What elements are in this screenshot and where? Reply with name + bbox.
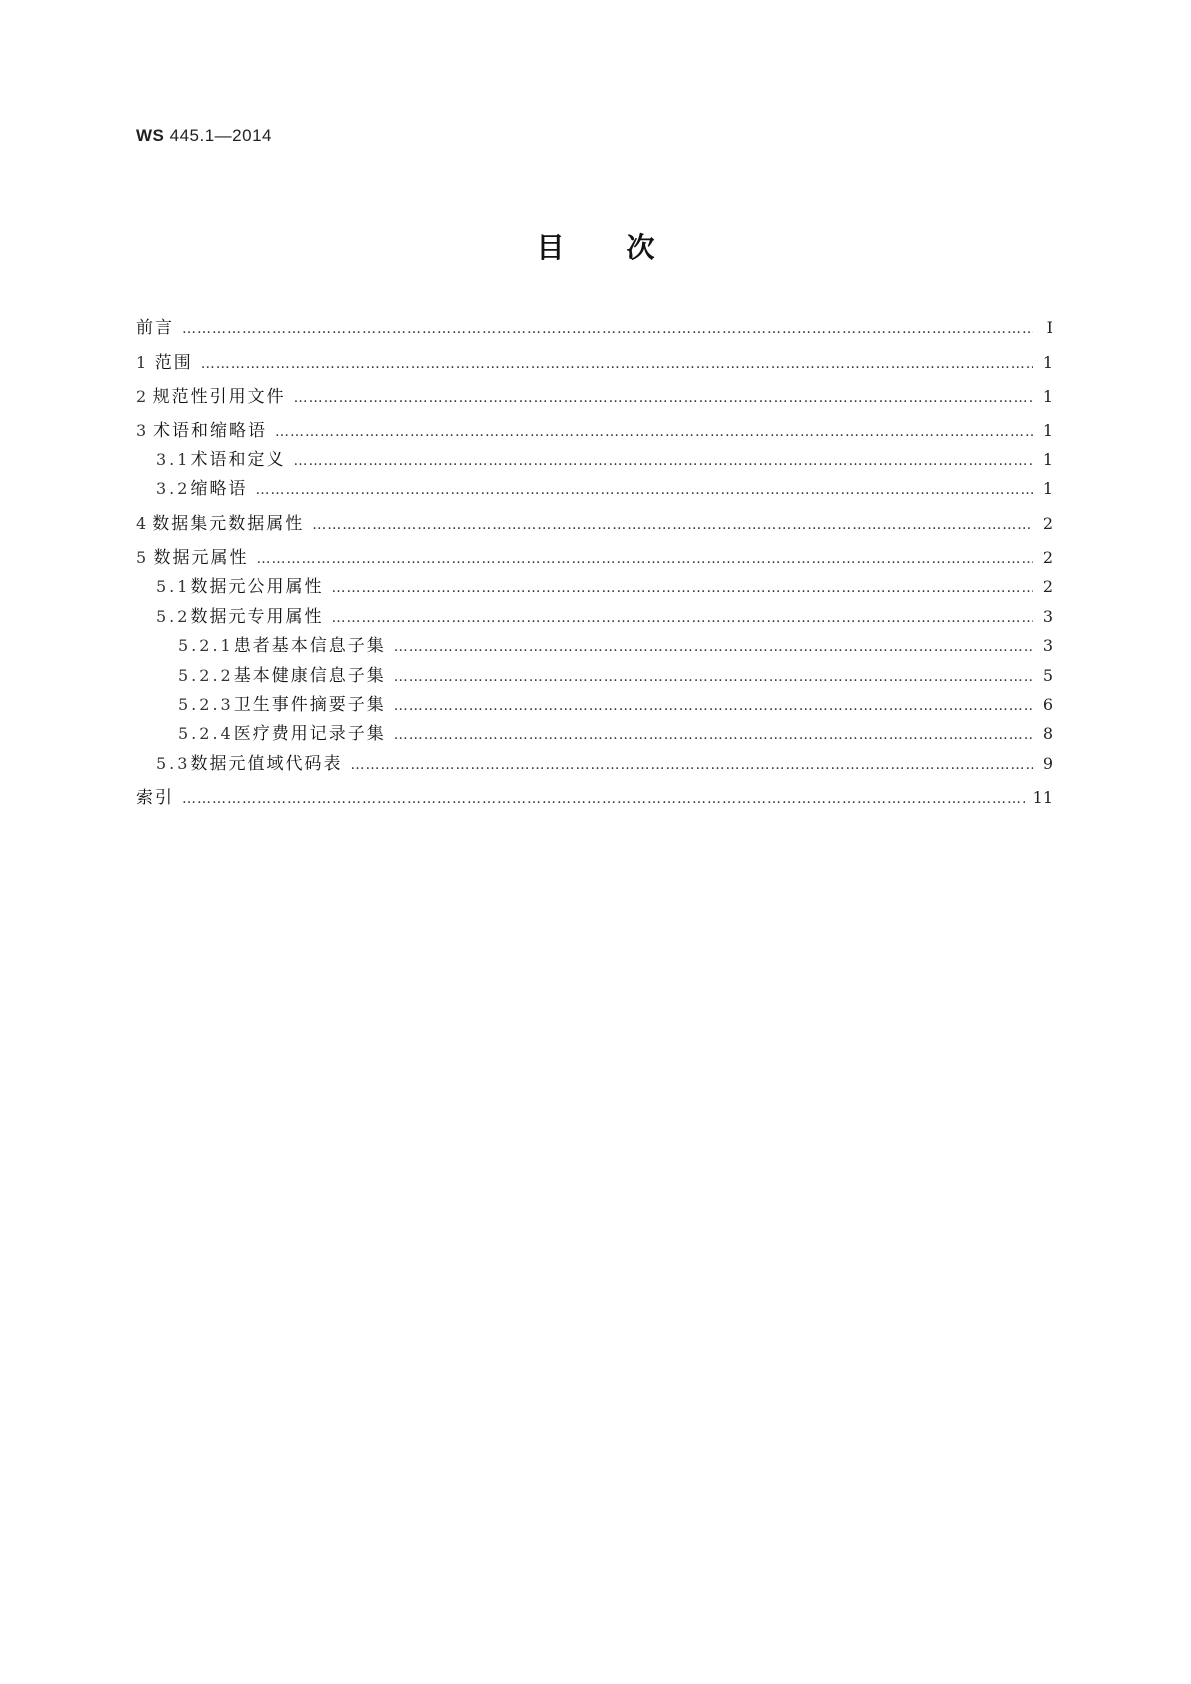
toc-entry-foreword[interactable] — [136, 316, 1053, 340]
toc-leader-dots — [350, 753, 1033, 777]
toc-leader-dots — [182, 787, 1025, 811]
standard-number: 445.1—2014 — [169, 126, 272, 145]
toc-entry-number: 5 — [136, 548, 150, 567]
toc-entry-5-2-2[interactable] — [136, 664, 1053, 688]
toc-entry-label: 数据元值域代码表 — [190, 754, 343, 774]
toc-entry-5-2-1[interactable] — [136, 634, 1053, 658]
toc-entry-page: Ⅰ — [1046, 318, 1053, 337]
toc-entry-4[interactable] — [136, 512, 1053, 536]
toc-entry-page: 5 — [1042, 666, 1053, 685]
toc-entry-label: 卫生事件摘要子集 — [233, 695, 386, 715]
toc-entry-number: 3 — [136, 421, 150, 440]
toc-entry-number: 5.2 — [156, 607, 191, 626]
toc-entry-page: 1 — [1042, 450, 1053, 469]
toc-entry-page: 1 — [1042, 479, 1053, 498]
toc-entry-label: 数据集元数据属性 — [152, 514, 305, 534]
toc-entry-number: 1 — [136, 353, 150, 372]
toc-entry-page: 2 — [1042, 514, 1053, 533]
toc-entry-page: 2 — [1042, 548, 1053, 567]
toc-entry-page: 3 — [1042, 607, 1053, 626]
toc-entry-number: 5.1 — [156, 577, 191, 596]
toc-entry-label: 缩略语 — [190, 479, 248, 499]
toc-entry-label: 数据元专用属性 — [190, 607, 324, 627]
toc-leader-dots — [331, 606, 1033, 630]
toc-entry-label: 前言 — [136, 318, 174, 338]
page-title: 目次 — [536, 231, 717, 264]
toc-leader-dots — [331, 576, 1033, 600]
toc-leader-dots — [201, 352, 1033, 376]
toc-leader-dots — [294, 386, 1033, 410]
toc-leader-dots — [394, 694, 1033, 718]
toc-entry-5[interactable] — [136, 546, 1053, 570]
toc-leader-dots — [394, 723, 1033, 747]
toc-entry-number: 5.2.3 — [178, 695, 234, 714]
toc-entry-number: 3.1 — [156, 450, 191, 469]
toc-entry-label: 范围 — [154, 353, 193, 373]
toc-entry-label: 索引 — [136, 788, 174, 808]
toc-leader-dots — [394, 635, 1033, 659]
toc-entry-page: 11 — [1032, 788, 1053, 807]
toc-entry-number: 5.2.1 — [178, 636, 234, 655]
toc-entry-number: 5.2.2 — [178, 666, 234, 685]
toc-leader-dots — [256, 547, 1033, 571]
toc-leader-dots — [255, 478, 1033, 502]
standard-code: WS — [136, 126, 165, 145]
toc-entry-label: 术语和定义 — [190, 450, 286, 470]
toc-entry-label: 数据元属性 — [153, 548, 249, 568]
toc-leader-dots — [312, 513, 1033, 537]
toc-entry-number: 5.3 — [156, 754, 191, 773]
toc-entry-page: 3 — [1042, 636, 1053, 655]
toc-entry-number: 3.2 — [156, 479, 191, 498]
toc-entry-3-1[interactable] — [136, 448, 1053, 472]
toc-entry-page: 8 — [1042, 724, 1053, 743]
toc-entry-number: 4 — [136, 514, 150, 533]
toc-entry-3[interactable] — [136, 419, 1053, 443]
toc-entry-page: 1 — [1042, 353, 1053, 372]
toc-entry-5-2-3[interactable] — [136, 693, 1053, 717]
toc-entry-page: 2 — [1042, 577, 1053, 596]
toc-leader-dots — [182, 317, 1033, 341]
toc-leader-dots — [394, 665, 1033, 689]
toc-entry-2[interactable] — [136, 385, 1053, 409]
toc-entry-1[interactable] — [136, 351, 1053, 375]
toc-entry-page: 6 — [1042, 695, 1053, 714]
toc-entry-number: 2 — [136, 387, 150, 406]
toc-entry-5-2-4[interactable] — [136, 722, 1053, 746]
toc-leader-dots — [293, 449, 1033, 473]
toc-entry-label: 患者基本信息子集 — [233, 636, 386, 656]
toc-entry-number: 5.2.4 — [178, 724, 234, 743]
toc-entry-page: 1 — [1042, 387, 1053, 406]
toc-entry-index[interactable] — [136, 786, 1053, 810]
toc-entry-3-2[interactable] — [136, 477, 1053, 501]
toc-entry-5-3[interactable] — [136, 752, 1053, 776]
toc-entry-page: 1 — [1042, 421, 1053, 440]
toc-entry-5-1[interactable] — [136, 575, 1053, 599]
toc-entry-label: 医疗费用记录子集 — [233, 724, 386, 744]
toc-leader-dots — [275, 420, 1033, 444]
toc-entry-5-2[interactable] — [136, 605, 1053, 629]
document-header — [136, 126, 272, 146]
toc-entry-label: 数据元公用属性 — [190, 577, 324, 597]
toc-entry-label: 基本健康信息子集 — [233, 666, 386, 686]
toc-entry-label: 术语和缩略语 — [153, 421, 268, 441]
toc-entry-label: 规范性引用文件 — [152, 387, 286, 407]
toc-entry-page: 9 — [1042, 754, 1053, 773]
